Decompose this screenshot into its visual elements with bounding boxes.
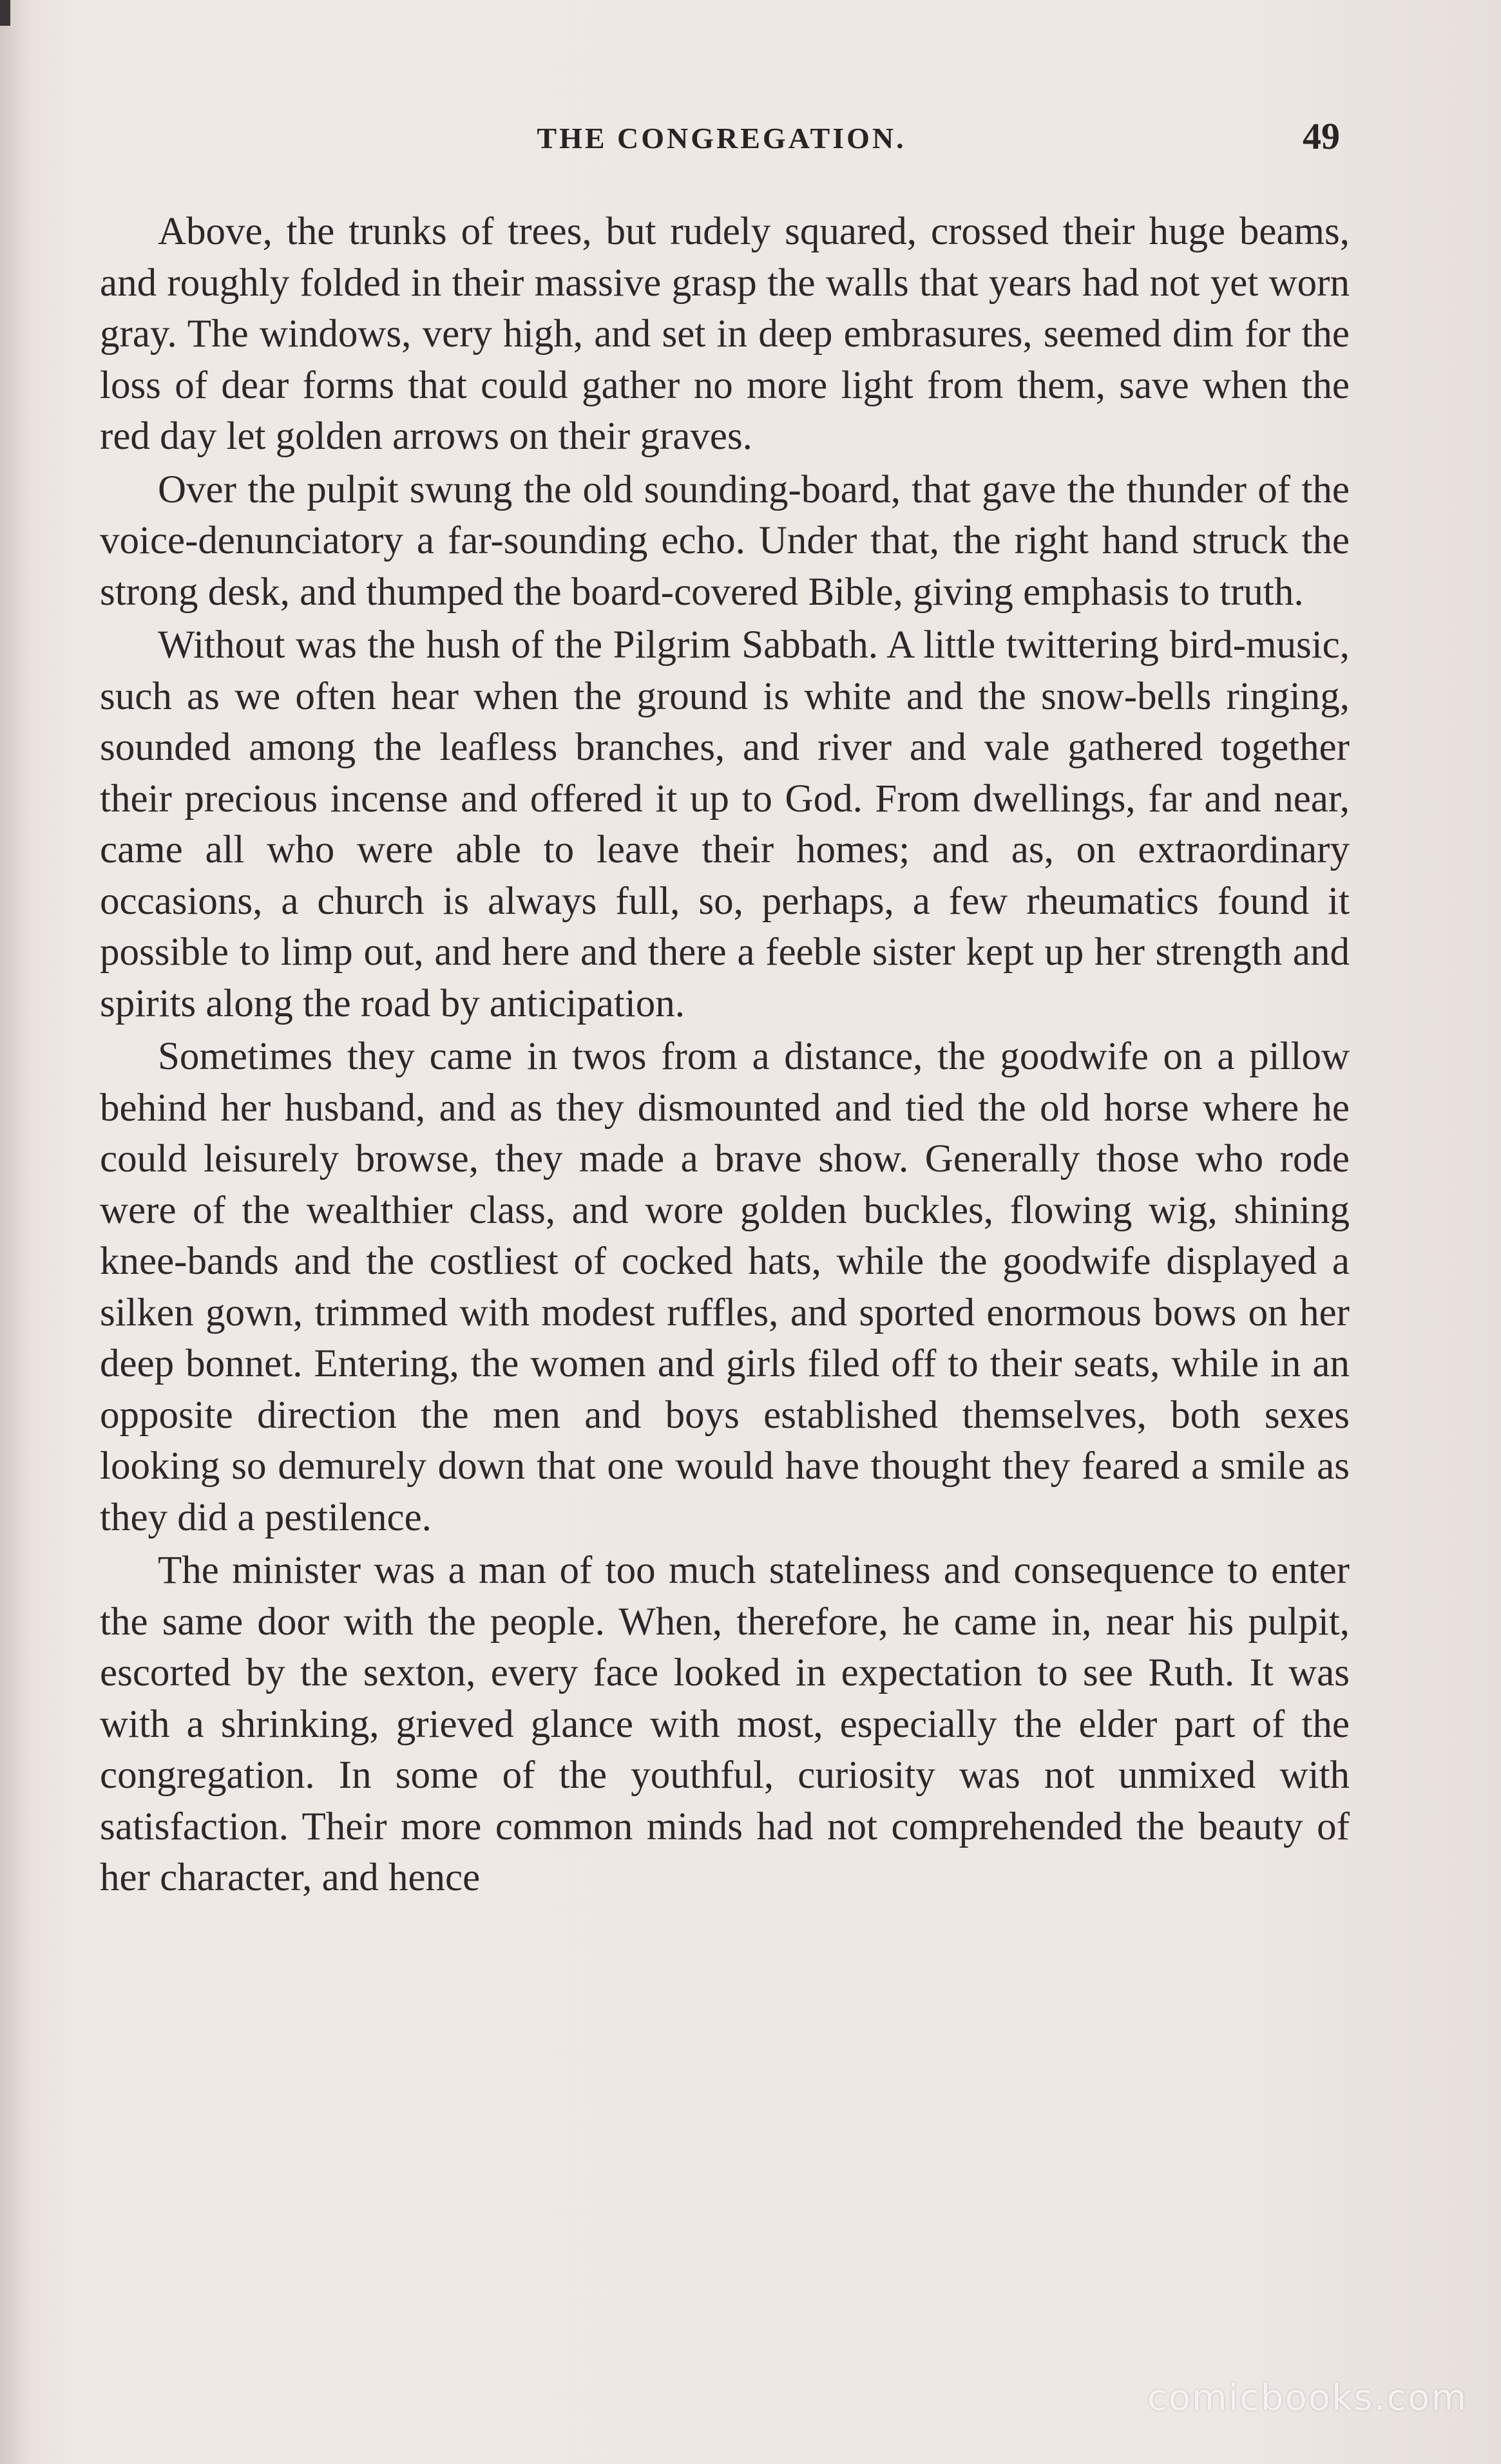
binding-mark: [0, 0, 10, 26]
page-gutter: [0, 0, 30, 2464]
paragraph: Above, the trunks of trees, but rudely squared, crossed their huge beams, and roughly folded in their massive grasp the walls that years had not yet worn gray. The windows, very high, and set in deep embrasures, seemed dim for the loss of dear forms that could gather no more light from them, save when the red day let golden arrows on their graves.: [100, 210, 1350, 458]
paragraph: The minister was a man of too much stateliness and consequence to enter the same door with the people. When, therefore, he came in, near his pulpit, escorted by the sexton, every face looked in expectation to see Ruth. It was with a shrinking, grieved glance with most, especially the elder part of the congregation. In some of the youthful, curiosity was not unmixed with satisfaction. Their more common minds had not comprehended the beauty of her character, and hence: [100, 1549, 1350, 1899]
paragraph: Over the pulpit swung the old sounding-board, that gave the thunder of the voice-denunciatory a far-sounding echo. Under that, the right hand struck the strong desk, and thumped the board-covered Bible, giving emphasis to truth.: [100, 468, 1350, 614]
watermark: comicbooks.com: [1147, 2377, 1468, 2419]
page-number: 49: [1303, 115, 1340, 157]
paragraph: Without was the hush of the Pilgrim Sabbath. A little twittering bird-music, such as we often hear when the ground is white and the snow-bells ringing, sounded among the leafless branches, and river and vale gathered together their precious incense and offered it up to God. From dwellings, far and near, came all who were able to leave their homes; and as, on extraordinary occasions, a church is always full, so, perhaps, a few rheumatics found it possible to limp out, and here and there a feeble sister kept up her strength and spirits along the road by anticipation.: [100, 623, 1350, 1025]
running-head: THE CONGREGATION.: [537, 122, 906, 155]
body-text: [100, 206, 1350, 1906]
page-header: [90, 115, 1353, 173]
paragraph: Sometimes they came in twos from a distance, the goodwife on a pillow behind her husband, and as they dismounted and tied the old horse where he could leisurely browse, they made a brave show. Generally those who rode were of the wealthier class, and wore golden buckles, flowing wig, shining knee-bands and the costliest of cocked hats, while the goodwife displayed a silken gown, trimmed with modest ruffles, and sported enormous bows on her deep bonnet. Entering, the women and girls filed off to their seats, while in an opposite direction the men and boys established themselves, both sexes looking so demurely down that one would have thought they feared a smile as they did a pestilence.: [100, 1035, 1350, 1539]
